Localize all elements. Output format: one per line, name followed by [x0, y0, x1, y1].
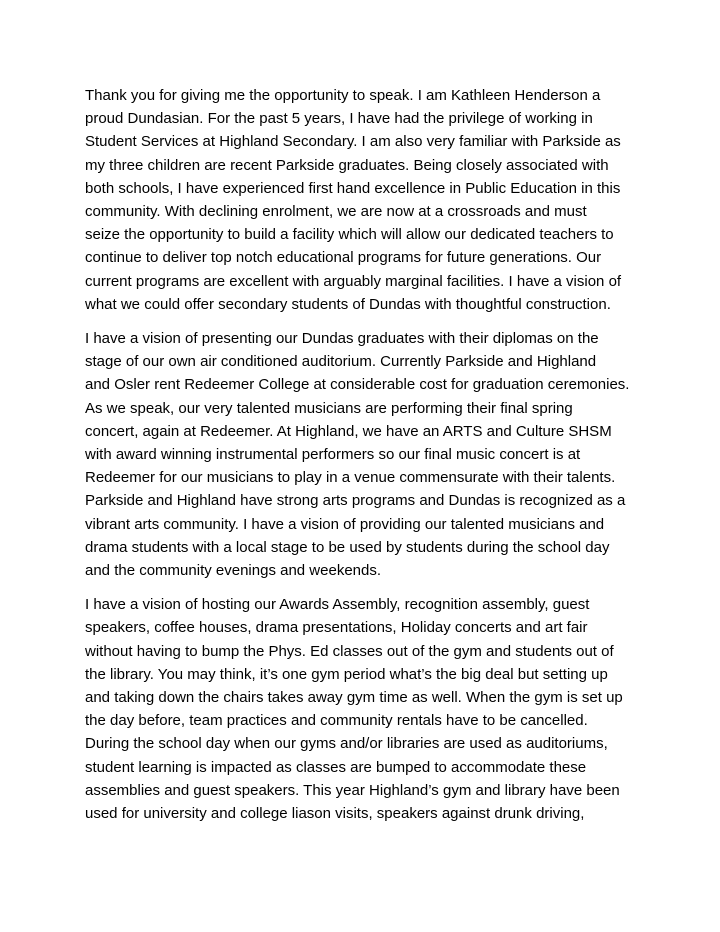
text-line: current programs are excellent with arguably marginal facilities. I have a vision of — [85, 272, 622, 290]
text-line: my three children are recent Parkside graduates. Being closely associated with — [85, 156, 609, 174]
text-line: proud Dundasian. For the past 5 years, I have had the privilege of working in — [85, 110, 593, 128]
text-line: and taking down the chairs takes away gym time as well. When the gym is set up — [85, 689, 623, 707]
text-line: drama students with a local stage to be used by students during the school day — [85, 538, 610, 556]
text-line: assemblies and guest speakers. This year Highland’s gym and library have been — [85, 781, 620, 799]
text-line: speakers, coffee houses, drama presentations, Holiday concerts and art fair — [85, 619, 588, 637]
text-line: without having to bump the Phys. Ed classes out of the gym and students out of — [85, 642, 614, 660]
text-line: Student Services at Highland Secondary. I am also very familiar with Parkside as — [85, 133, 621, 151]
text-line: what we could offer secondary students of Dundas with thoughtful construction. — [85, 295, 611, 313]
text-line: During the school day when our gyms and/or libraries are used as auditoriums, — [85, 735, 608, 753]
paragraph — [85, 84, 645, 316]
paragraph — [85, 593, 645, 825]
text-line: both schools, I have experienced first hand excellence in Public Education in this — [85, 179, 621, 197]
document-body — [85, 84, 645, 836]
text-line: I have a vision of hosting our Awards Assembly, recognition assembly, guest — [85, 596, 590, 614]
text-line: stage of our own air conditioned auditorium. Currently Parkside and Highland — [85, 353, 597, 371]
text-line: the library. You may think, it’s one gym period what’s the big deal but setting up — [85, 665, 608, 683]
text-line: I have a vision of presenting our Dundas graduates with their diplomas on the — [85, 330, 599, 348]
paragraph — [85, 327, 645, 582]
text-line: Parkside and Highland have strong arts programs and Dundas is recognized as a — [85, 492, 626, 510]
text-line: used for university and college liason visits, speakers against drunk driving, — [85, 805, 585, 823]
text-line: community. With declining enrolment, we are now at a crossroads and must — [85, 203, 587, 221]
text-line: vibrant arts community. I have a vision of providing our talented musicians and — [85, 515, 605, 533]
text-line: Thank you for giving me the opportunity to speak. I am Kathleen Henderson a — [85, 87, 601, 104]
text-line: concert, again at Redeemer. At Highland, we have an ARTS and Culture SHSM — [85, 422, 612, 440]
text-line: the day before, team practices and community rentals have to be cancelled. — [85, 712, 588, 730]
text-line: seize the opportunity to build a facility which will allow our dedicated teachers to — [85, 226, 614, 244]
text-line: Redeemer for our musicians to play in a venue commensurate with their talents. — [85, 469, 616, 487]
text-line: and Osler rent Redeemer College at considerable cost for graduation ceremonies. — [85, 376, 630, 394]
text-line: and the community evenings and weekends. — [85, 562, 382, 580]
text-line: As we speak, our very talented musicians are performing their final spring — [85, 399, 573, 417]
text-line: continue to deliver top notch educational programs for future generations. Our — [85, 249, 602, 267]
text-line: with award winning instrumental performers so our final music concert is at — [85, 446, 581, 464]
text-line: student learning is impacted as classes are bumped to accommodate these — [85, 758, 587, 776]
